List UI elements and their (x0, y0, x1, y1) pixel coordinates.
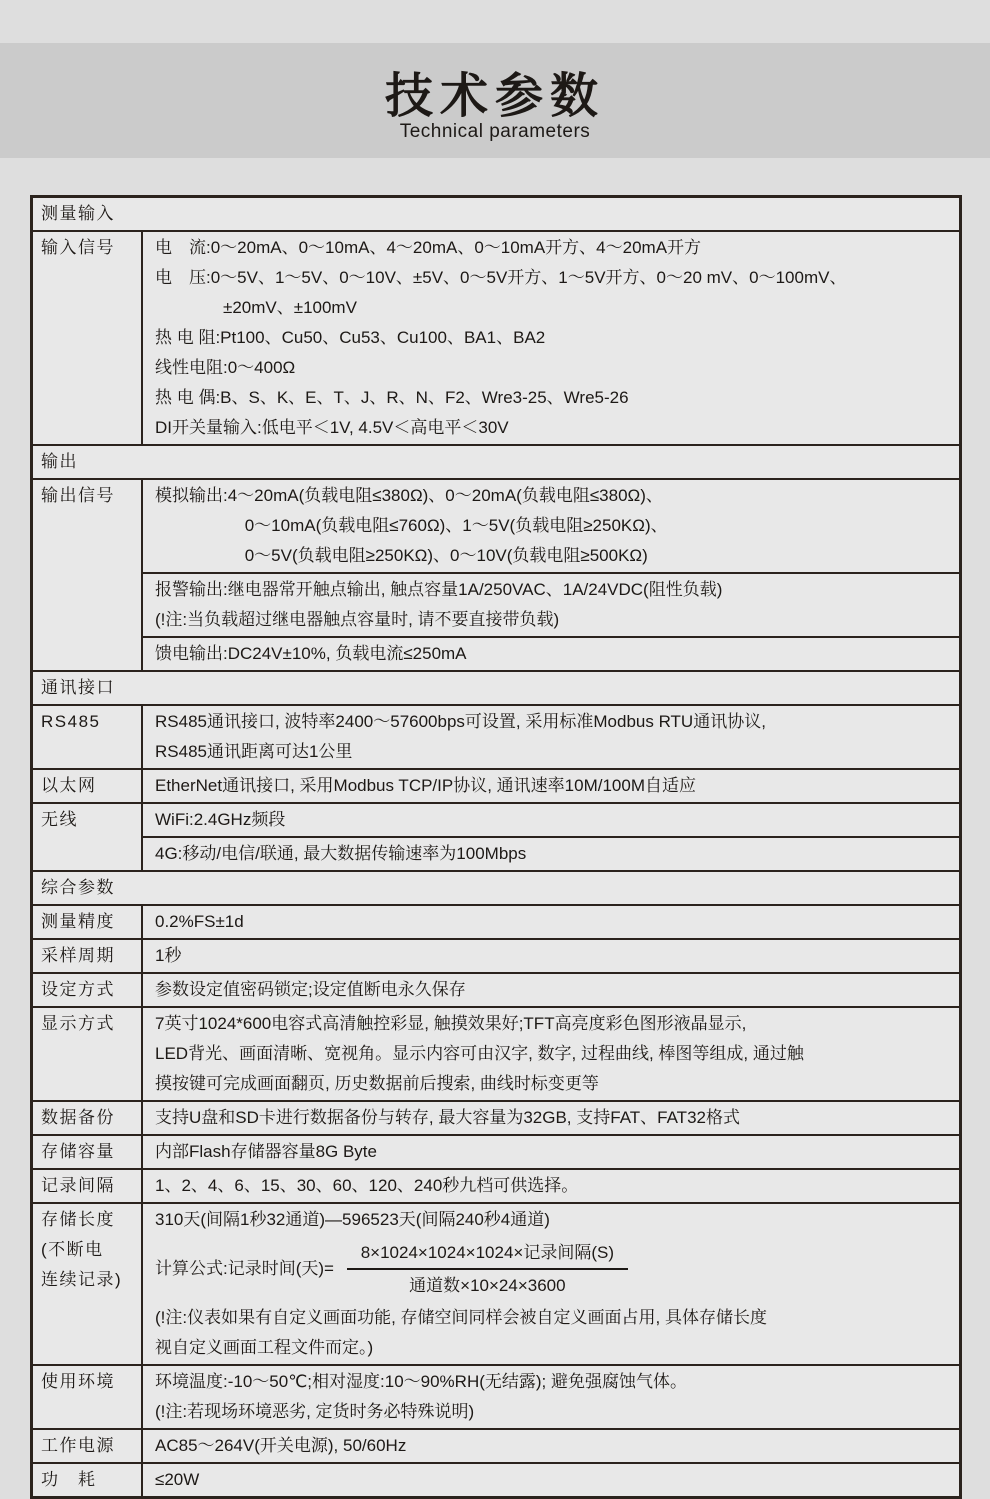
row-content (143, 770, 959, 802)
spec-line: LED背光、画面清晰、宽视角。显示内容可由汉字, 数字, 过程曲线, 棒图等组成, 通过触 (155, 1044, 804, 1063)
row-content (143, 232, 959, 444)
row-label-line: 记录间隔 (41, 1176, 115, 1195)
spec-cell (143, 770, 959, 802)
spec-line: 支持U盘和SD卡进行数据备份与转存, 最大容量为32GB, 支持FAT、FAT32格式 (155, 1108, 740, 1127)
section-header-row (33, 444, 959, 478)
spec-cell (143, 1102, 959, 1134)
section-label: 测量输入 (41, 204, 115, 223)
row-label-line: 以太网 (41, 776, 97, 795)
row-content (143, 1464, 959, 1496)
row-label (33, 1464, 143, 1496)
spec-line: 310天(间隔1秒32通道)—596523天(间隔240秒4通道) (155, 1210, 550, 1229)
title-band (0, 43, 990, 158)
spec-cell (143, 836, 959, 870)
spec-row (33, 1462, 959, 1496)
spec-cell (143, 706, 959, 768)
spec-line: 1秒 (155, 946, 182, 965)
spec-line: 摸按键可完成画面翻页, 历史数据前后搜索, 曲线时标变更等 (155, 1074, 599, 1093)
spec-table (30, 195, 962, 1499)
fraction-denominator: 通道数×10×24×3600 (409, 1276, 566, 1295)
spec-line: RS485通讯接口, 波特率2400～57600bps可设置, 采用标准Modbus RTU通讯协议, (155, 712, 766, 731)
formula-prefix: 计算公式:记录时间(天)= (155, 1259, 339, 1278)
spec-cell (143, 1366, 959, 1428)
row-label-line: 设定方式 (41, 980, 115, 999)
spec-row (33, 938, 959, 972)
page-title: 技术参数 (384, 70, 605, 123)
spec-line: DI开关量输入:低电平＜1V, 4.5V＜高电平＜30V (155, 418, 509, 437)
formula (155, 1235, 951, 1303)
section-header-row (33, 198, 959, 230)
spec-row (33, 230, 959, 444)
row-content (143, 1430, 959, 1462)
spec-line: AC85～264V(开关电源), 50/60Hz (155, 1436, 407, 1455)
spec-line: 电 流:0～20mA、0～10mA、4～20mA、0～10mA开方、4～20mA开方 (155, 238, 702, 257)
spec-row (33, 1100, 959, 1134)
row-label (33, 940, 143, 972)
section-label: 输出 (41, 452, 78, 471)
row-content (143, 1008, 959, 1100)
row-label (33, 480, 143, 670)
spec-line: 报警输出:继电器常开触点输出, 触点容量1A/250VAC、1A/24VDC(阻性负载) (155, 580, 723, 599)
row-label-line: 无线 (41, 810, 78, 829)
spec-row (33, 1364, 959, 1428)
spec-row (33, 904, 959, 938)
row-label (33, 770, 143, 802)
spec-line: 参数设定值密码锁定;设定值断电永久保存 (155, 980, 466, 999)
spec-line: 热 电 偶:B、S、K、E、T、J、R、N、F2、Wre3-25、Wre5-26 (155, 388, 629, 407)
spec-line: 内部Flash存储器容量8G Byte (155, 1142, 377, 1161)
spec-cell (143, 1170, 959, 1202)
row-label-line: 存储容量 (41, 1142, 115, 1161)
row-label-line: 采样周期 (41, 946, 115, 965)
spec-line: EtherNet通讯接口, 采用Modbus TCP/IP协议, 通讯速率10M/100M自适应 (155, 776, 696, 795)
spec-note-line: (!注:仪表如果有自定义画面功能, 存储空间同样会被自定义画面占用, 具体存储长度 (155, 1308, 767, 1327)
row-label-line: 工作电源 (41, 1436, 115, 1455)
row-label (33, 1170, 143, 1202)
section-label: 综合参数 (41, 878, 115, 897)
row-label-line: 使用环境 (41, 1372, 115, 1391)
row-content (143, 804, 959, 870)
spec-row (33, 1428, 959, 1462)
spec-line: 线性电阻:0～400Ω (155, 358, 296, 377)
spec-line: (!注:若现场环境恶劣, 定货时务必特殊说明) (155, 1402, 475, 1421)
spec-row (33, 478, 959, 670)
spec-cell (143, 480, 959, 572)
spec-line: 1、2、4、6、15、30、60、120、240秒九档可供选择。 (155, 1176, 579, 1195)
row-label-line: 数据备份 (41, 1108, 115, 1127)
spec-line: 环境温度:-10～50℃;相对湿度:10～90%RH(无结露); 避免强腐蚀气体。 (155, 1372, 687, 1391)
fraction-numerator: 8×1024×1024×1024×记录间隔(S) (347, 1237, 628, 1270)
spec-note-line: 视自定义画面工程文件而定。) (155, 1338, 374, 1357)
row-label (33, 1430, 143, 1462)
fraction (347, 1237, 628, 1301)
row-label (33, 906, 143, 938)
spec-line: RS485通讯距离可达1公里 (155, 742, 353, 761)
spec-line: 0～10mA(负载电阻≤760Ω)、1～5V(负载电阻≥250KΩ)、 (155, 516, 668, 535)
spec-cell (143, 1136, 959, 1168)
row-content (143, 940, 959, 972)
row-content (143, 1102, 959, 1134)
spec-row (33, 802, 959, 870)
spec-line: 模拟输出:4～20mA(负载电阻≤380Ω)、0～20mA(负载电阻≤380Ω)、 (155, 486, 663, 505)
spec-line: 电 压:0～5V、1～5V、0～10V、±5V、0～5V开方、1～5V开方、0～20 mV、0～100mV、 (155, 268, 847, 287)
spec-cell (143, 1464, 959, 1496)
spec-cell (143, 1204, 959, 1364)
row-content (143, 974, 959, 1006)
spec-cell (143, 940, 959, 972)
spec-row (33, 768, 959, 802)
spec-row (33, 1134, 959, 1168)
spec-line: 馈电输出:DC24V±10%, 负载电流≤250mA (155, 644, 467, 663)
spec-line: ±20mV、±100mV (155, 298, 357, 317)
spec-line: WiFi:2.4GHz频段 (155, 810, 286, 829)
row-content (143, 480, 959, 670)
spec-cell (143, 636, 959, 670)
spec-line: 0.2%FS±1d (155, 912, 244, 931)
spec-cell (143, 1008, 959, 1100)
row-label (33, 232, 143, 444)
spec-row (33, 1168, 959, 1202)
spec-line: 0～5V(负载电阻≥250KΩ)、0～10V(负载电阻≥500KΩ) (155, 546, 648, 565)
row-content (143, 706, 959, 768)
spec-row (33, 1202, 959, 1364)
row-label-line: 功 耗 (41, 1470, 97, 1489)
row-content (143, 1136, 959, 1168)
spec-row (33, 972, 959, 1006)
spec-cell (143, 232, 959, 444)
section-label: 通讯接口 (41, 678, 115, 697)
spec-row (33, 1006, 959, 1100)
row-label-line: 输入信号 (41, 238, 115, 257)
row-label-line: RS485 (41, 712, 101, 731)
row-label-line: 存储长度 (41, 1210, 115, 1229)
spec-line: ≤20W (155, 1470, 200, 1489)
row-content (143, 906, 959, 938)
section-header-row (33, 870, 959, 904)
row-label (33, 1102, 143, 1134)
row-label (33, 1204, 143, 1364)
row-label (33, 1136, 143, 1168)
row-label-line: 连续记录) (41, 1270, 123, 1289)
row-label-line: 输出信号 (41, 486, 115, 505)
spec-line: 4G:移动/电信/联通, 最大数据传输速率为100Mbps (155, 844, 527, 863)
row-label (33, 1366, 143, 1428)
spec-line: 热 电 阻:Pt100、Cu50、Cu53、Cu100、BA1、BA2 (155, 328, 546, 347)
page-subtitle: Technical parameters (399, 121, 591, 142)
row-label-line: 显示方式 (41, 1014, 115, 1033)
row-label-line: (不断电 (41, 1240, 104, 1259)
row-content (143, 1366, 959, 1428)
row-label-line: 测量精度 (41, 912, 115, 931)
row-label (33, 706, 143, 768)
row-label (33, 1008, 143, 1100)
section-header-row (33, 670, 959, 704)
spec-row (33, 704, 959, 768)
spec-line: (!注:当负载超过继电器触点容量时, 请不要直接带负载) (155, 610, 560, 629)
row-content (143, 1204, 959, 1364)
spec-cell (143, 906, 959, 938)
row-label (33, 974, 143, 1006)
row-label (33, 804, 143, 870)
spec-cell (143, 804, 959, 836)
row-content (143, 1170, 959, 1202)
spec-cell (143, 572, 959, 636)
spec-line: 7英寸1024*600电容式高清触控彩显, 触摸效果好;TFT高亮度彩色图形液晶显示, (155, 1014, 747, 1033)
spec-cell (143, 1430, 959, 1462)
spec-cell (143, 974, 959, 1006)
